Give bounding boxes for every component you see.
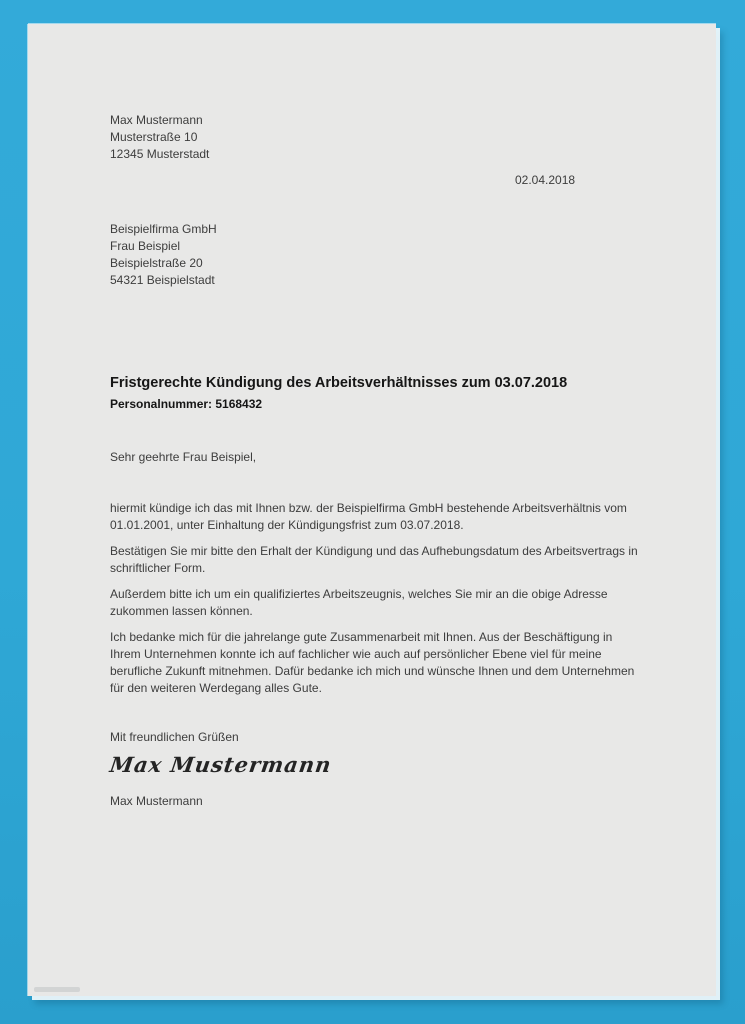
closing-phrase: Mit freundlichen Grüßen — [110, 730, 239, 744]
sender-street: Musterstraße 10 — [110, 130, 198, 144]
letter-date: 02.04.2018 — [515, 173, 576, 187]
body-paragraph-1: hiermit kündige ich das mit Ihnen bzw. der Beispielfirma GmbH bestehende Arbeitsverhältnis vom 01.01.2001, unter Einhaltung der Kündigungsfrist zum 03.07.2018. — [110, 501, 627, 532]
recipient-city: 54321 Beispielstadt — [110, 273, 215, 287]
personnel-number: Personalnummer: 5168432 — [110, 397, 263, 411]
sender-name: Max Mustermann — [110, 113, 203, 127]
recipient-address-block — [110, 221, 646, 289]
body-paragraph-4: Ich bedanke mich für die jahrelange gute Zusammenarbeit mit Ihnen. Aus der Beschäftigung in Ihrem Unternehmen konnte ich auf fachlicher wie auch auf persönlicher Ebene viel für meine berufliche Zukunft mitnehmen. Dafür bedanke ich mich und wünsche Ihnen und dem Unternehmen für den weiteren Werdegang alles Gute. — [110, 630, 635, 695]
handwritten-signature: Max Mustermann — [108, 752, 334, 777]
signature-printed-name: Max Mustermann — [110, 794, 203, 808]
body-paragraph-2: Bestätigen Sie mir bitte den Erhalt der Kündigung und das Aufhebungsdatum des Arbeitsvertrags in schriftlicher Form. — [110, 544, 638, 575]
recipient-contact: Frau Beispiel — [110, 239, 181, 253]
letter-document — [28, 24, 716, 996]
body-paragraph-3: Außerdem bitte ich um ein qualifiziertes Arbeitszeugnis, welches Sie mir an die obige Adresse zukommen lassen können. — [110, 587, 608, 618]
sender-address-block — [110, 112, 646, 163]
recipient-company: Beispielfirma GmbH — [110, 222, 217, 236]
subject-line: Fristgerechte Kündigung des Arbeitsverhältnisses zum 03.07.2018 — [110, 375, 568, 391]
faint-watermark — [34, 987, 80, 992]
sender-city: 12345 Musterstadt — [110, 147, 210, 161]
salutation: Sehr geehrte Frau Beispiel, — [110, 450, 257, 464]
recipient-street: Beispielstraße 20 — [110, 256, 203, 270]
